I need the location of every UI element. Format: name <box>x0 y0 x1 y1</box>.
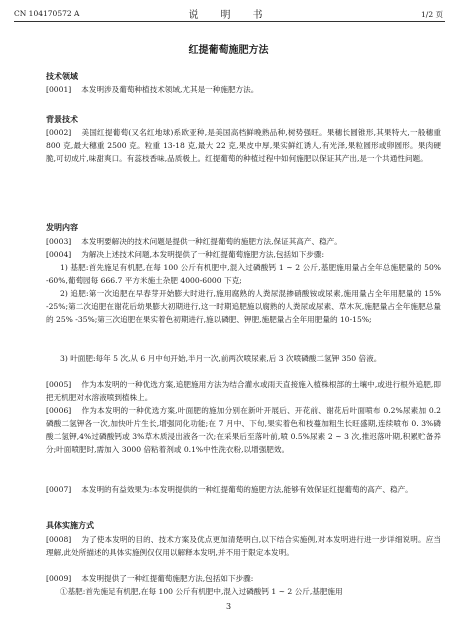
paragraph-0003 <box>46 235 441 248</box>
document-id: CN 104170572 A <box>14 9 80 18</box>
paragraph-0006 <box>46 404 441 456</box>
page-number: 3 <box>225 602 232 611</box>
paragraph-0002 <box>46 126 441 165</box>
paragraph-text: 美国红提葡萄(又名红地球)系欧亚种,是美国高档鲜晚熟品种,树势强旺。果穗长圆锥形,其果特大,一般穗重 800 克,最大穗重 2500 克。粒重 13-18 克,最大 22 克,果皮中厚,果实鲜红诱人,有光泽,果粒圆形或卵圆形。果肉硬脆,可切成片,味甜爽口。有蕊枝香味,品质极上。红提葡萄的种植过程中如何施肥以保证其产出,是一个共通性问题。 <box>46 128 441 164</box>
header-divider <box>14 21 445 22</box>
section-heading-background: 背景技术 <box>46 114 78 124</box>
paragraph-number: [0008] <box>46 535 72 544</box>
paragraph-0004 <box>46 248 441 261</box>
embodiment-step-basal: ①基肥:首先施足有机肥,在每 100 公斤有机肥中,混入过磷酸钙 1 ~ 2 公斤,基肥施用 <box>60 587 343 596</box>
paragraph-number: [0006] <box>46 406 72 415</box>
section-heading-embodiment: 具体实施方式 <box>46 520 94 530</box>
paragraph-text: 本发明涉及葡萄种植技术领域,尤其是一种施肥方法。 <box>81 85 259 94</box>
paragraph-text: 作为本发明的一种优选方案,追肥施用方法为结合灌水或雨天直接施入植株根部的土壤中,或进行根外追肥,即把无机肥对水溶液喷到植株上。 <box>46 380 441 403</box>
paragraph-number: [0002] <box>46 128 72 137</box>
step-foliar-fertilizer: 3) 叶面肥:每年 5 次,从 6 月中旬开始,半月一次,前两次喷尿素,后 3 次喷磷酸二氢钾 350 倍液。 <box>60 354 382 363</box>
paragraph-number: [0007] <box>46 485 72 494</box>
paragraph-number: [0003] <box>46 237 72 246</box>
paragraph-text: 本发明提供了一种红提葡萄施肥方法,包括如下步骤: <box>81 574 254 583</box>
section-heading-content: 发明内容 <box>46 222 78 232</box>
step-basal-fertilizer: 1) 基肥:首先施足有机肥,在每 100 公斤有机肥中,混入过磷酸钙 1 ~ 2 公斤,基肥施用量占全年总施肥量的 50% -60%,葡萄园每 666.7 平方米施土杂肥 4000-6000 下克; <box>46 263 441 286</box>
paragraph-text: 作为本发明的一种优选方案,叶面肥的施加分别在新叶开展后、开花前、谢花后叶面喷布 0.2%尿素加 0.2 磷酸二氢钾各一次,加快叶片生长,增强同化功能;在 7 月中、下旬,果实着色和枝蔓加粗生长旺盛期,连续喷布 0. 3%磷酸二氢钾,4%过磷酸钙或 3%草木质浸出液各一次;在采果后至落叶前,喷 0.5%尿素 2 ~ 3 次,推迟落叶期,积累贮备养分;叶面喷肥时,需加入 3000 倍粘着剂或 0.1%中性洗衣粉,以增强肥效。 <box>46 406 441 455</box>
paragraph-number: [0005] <box>46 380 72 389</box>
paragraph-0005 <box>46 378 441 404</box>
document-title: 红提葡萄施肥方法 <box>188 45 269 56</box>
paragraph-0008 <box>46 533 441 559</box>
paragraph-text: 本发明的有益效果为:本发明提供的一种红提葡萄的施肥方法,能够有效保证红提葡萄的高产、稳产。 <box>81 485 413 494</box>
paragraph-text: 本发明要解决的技术问题是提供一种红提葡萄的施肥方法,保证其高产、稳产。 <box>81 237 342 246</box>
step-topdressing: 2) 追肥:第一次追肥在早春芽开始膨大时进行,施用腐熟的人粪尿混掺硝酸铵或尿素,施用量占全年用肥量的 15% -25%;第二次追肥在谢花后幼果膨大初期进行,这一时期追肥施以腐熟的人粪尿或尿素、草木灰,施肥量占全年施肥总量的 25% -35%;第三次追肥在果实着色初期进行,施以磷肥、钾肥,施肥量占全年用肥量的 10-15%; <box>46 289 441 325</box>
document-type: 说 明 书 <box>188 10 269 21</box>
page-ratio: 1/2 页 <box>421 10 443 19</box>
paragraph-0009 <box>46 572 441 585</box>
paragraph-text: 为了使本发明的目的、技术方案及优点更加清楚明白,以下结合实施例,对本发明进行进一步详细说明。应当理解,此处所描述的具体实施例仅仅用以解释本发明,并不用于限定本发明。 <box>46 535 441 558</box>
paragraph-text: 为解决上述技术问题,本发明提供了一种红提葡萄施肥方法,包括如下步骤: <box>81 250 325 259</box>
paragraph-0001 <box>46 83 441 96</box>
paragraph-number: [0009] <box>46 574 72 583</box>
paragraph-number: [0001] <box>46 85 72 94</box>
section-heading-field: 技术领域 <box>46 71 78 81</box>
paragraph-0007 <box>46 483 441 496</box>
paragraph-number: [0004] <box>46 250 72 259</box>
